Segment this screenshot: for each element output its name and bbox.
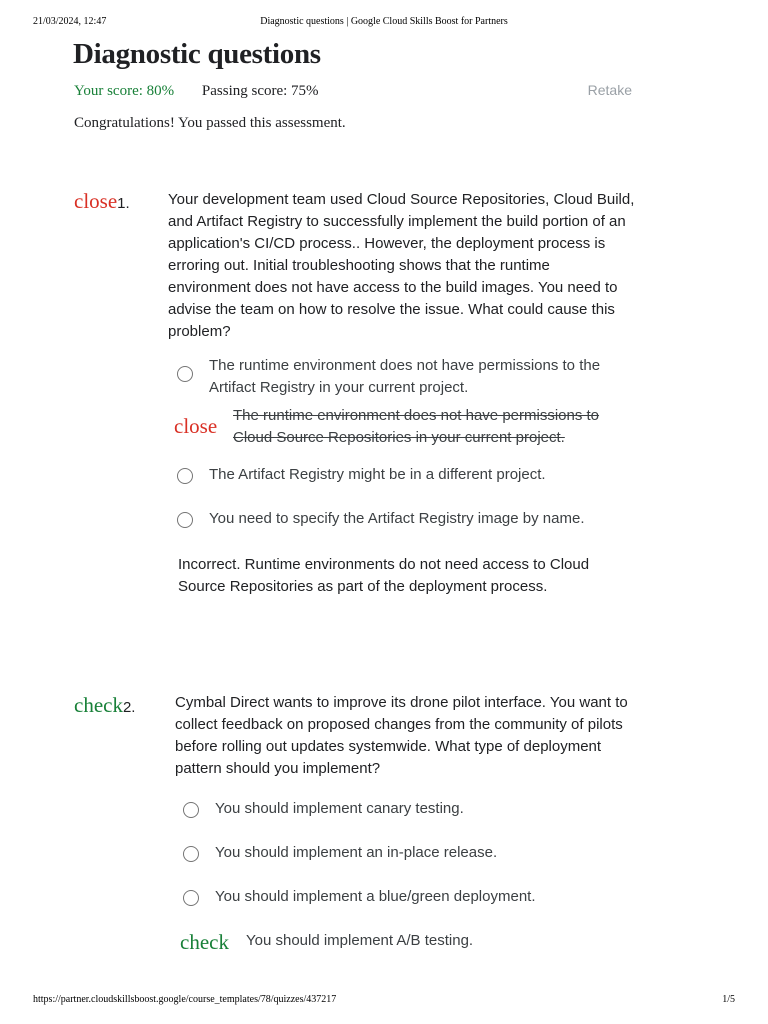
question-1-number: 1. [117, 195, 130, 212]
question-2-option-2[interactable]: You should implement an in-place release. [215, 844, 498, 861]
question-1-option-1[interactable]: The runtime environment does not have permissions to the Artifact Registry in your current project. [209, 357, 601, 396]
page-title: Diagnostic questions [73, 38, 321, 70]
question-1-option-4-radio[interactable] [177, 512, 193, 528]
print-date: 21/03/2024, 12:47 [33, 16, 107, 27]
question-2-option-1-radio[interactable] [183, 802, 199, 818]
question-2-number: 2. [122, 699, 136, 716]
close-icon: close [174, 414, 218, 438]
close-icon [74, 189, 130, 216]
print-url: https://partner.cloudskillsboost.google/course_templates/78/quizzes/437217 [33, 994, 337, 1005]
your-score: Your score: 80% [74, 83, 175, 99]
question-2-option-1[interactable]: You should implement canary testing. [215, 800, 464, 817]
passing-score: Passing score: 75% [201, 83, 319, 99]
result-message: Congratulations! You passed this assessment. [74, 115, 346, 131]
question-1-result-icon: close [74, 189, 118, 213]
question-2-option-4[interactable]: You should implement A/B testing. [246, 932, 474, 949]
print-page-number: 1/5 [722, 994, 735, 1005]
question-2-option-3[interactable]: You should implement a blue/green deployment. [215, 888, 536, 905]
question-1-option-3-radio[interactable] [177, 468, 193, 484]
question-1-text: Your development team used Cloud Source Repositories, Cloud Build, and Artifact Registry to successfully implement the build portion of an application's CI/CD process.. However, the deployment process is erroring out. Initial troubleshooting shows that the runtime environment does not have access to the build images. You need to advise the team on how to resolve the issue. What could cause this problem? [168, 191, 635, 340]
question-2-text: Cymbal Direct wants to improve its drone pilot interface. You want to collect feedback on proposed changes from the community of pilots before rolling out updates systemwide. What type of deployment pattern should you implement? [175, 694, 628, 777]
score-row [74, 83, 319, 100]
retake-button[interactable]: Retake [587, 82, 632, 98]
print-doc-title: Diagnostic questions | Google Cloud Skills Boost for Partners [260, 16, 508, 27]
question-2-option-3-radio[interactable] [183, 890, 199, 906]
question-1-option-3[interactable]: The Artifact Registry might be in a different project. [209, 466, 546, 483]
question-1-option-2[interactable]: The runtime environment does not have permissions to Cloud Source Repositories in your current project. [233, 407, 600, 446]
question-2-option-2-radio[interactable] [183, 846, 199, 862]
print-header [33, 16, 735, 30]
print-footer [33, 994, 735, 1008]
question-1-option-1-radio[interactable] [177, 366, 193, 382]
question-1-feedback: Incorrect. Runtime environments do not need access to Cloud Source Repositories as part of the deployment process. [178, 556, 590, 595]
question-2-result-icon: check [74, 693, 123, 717]
question-1-option-4[interactable]: You need to specify the Artifact Registry image by name. [209, 510, 585, 527]
check-icon: check [180, 930, 229, 954]
check-icon [74, 693, 135, 720]
